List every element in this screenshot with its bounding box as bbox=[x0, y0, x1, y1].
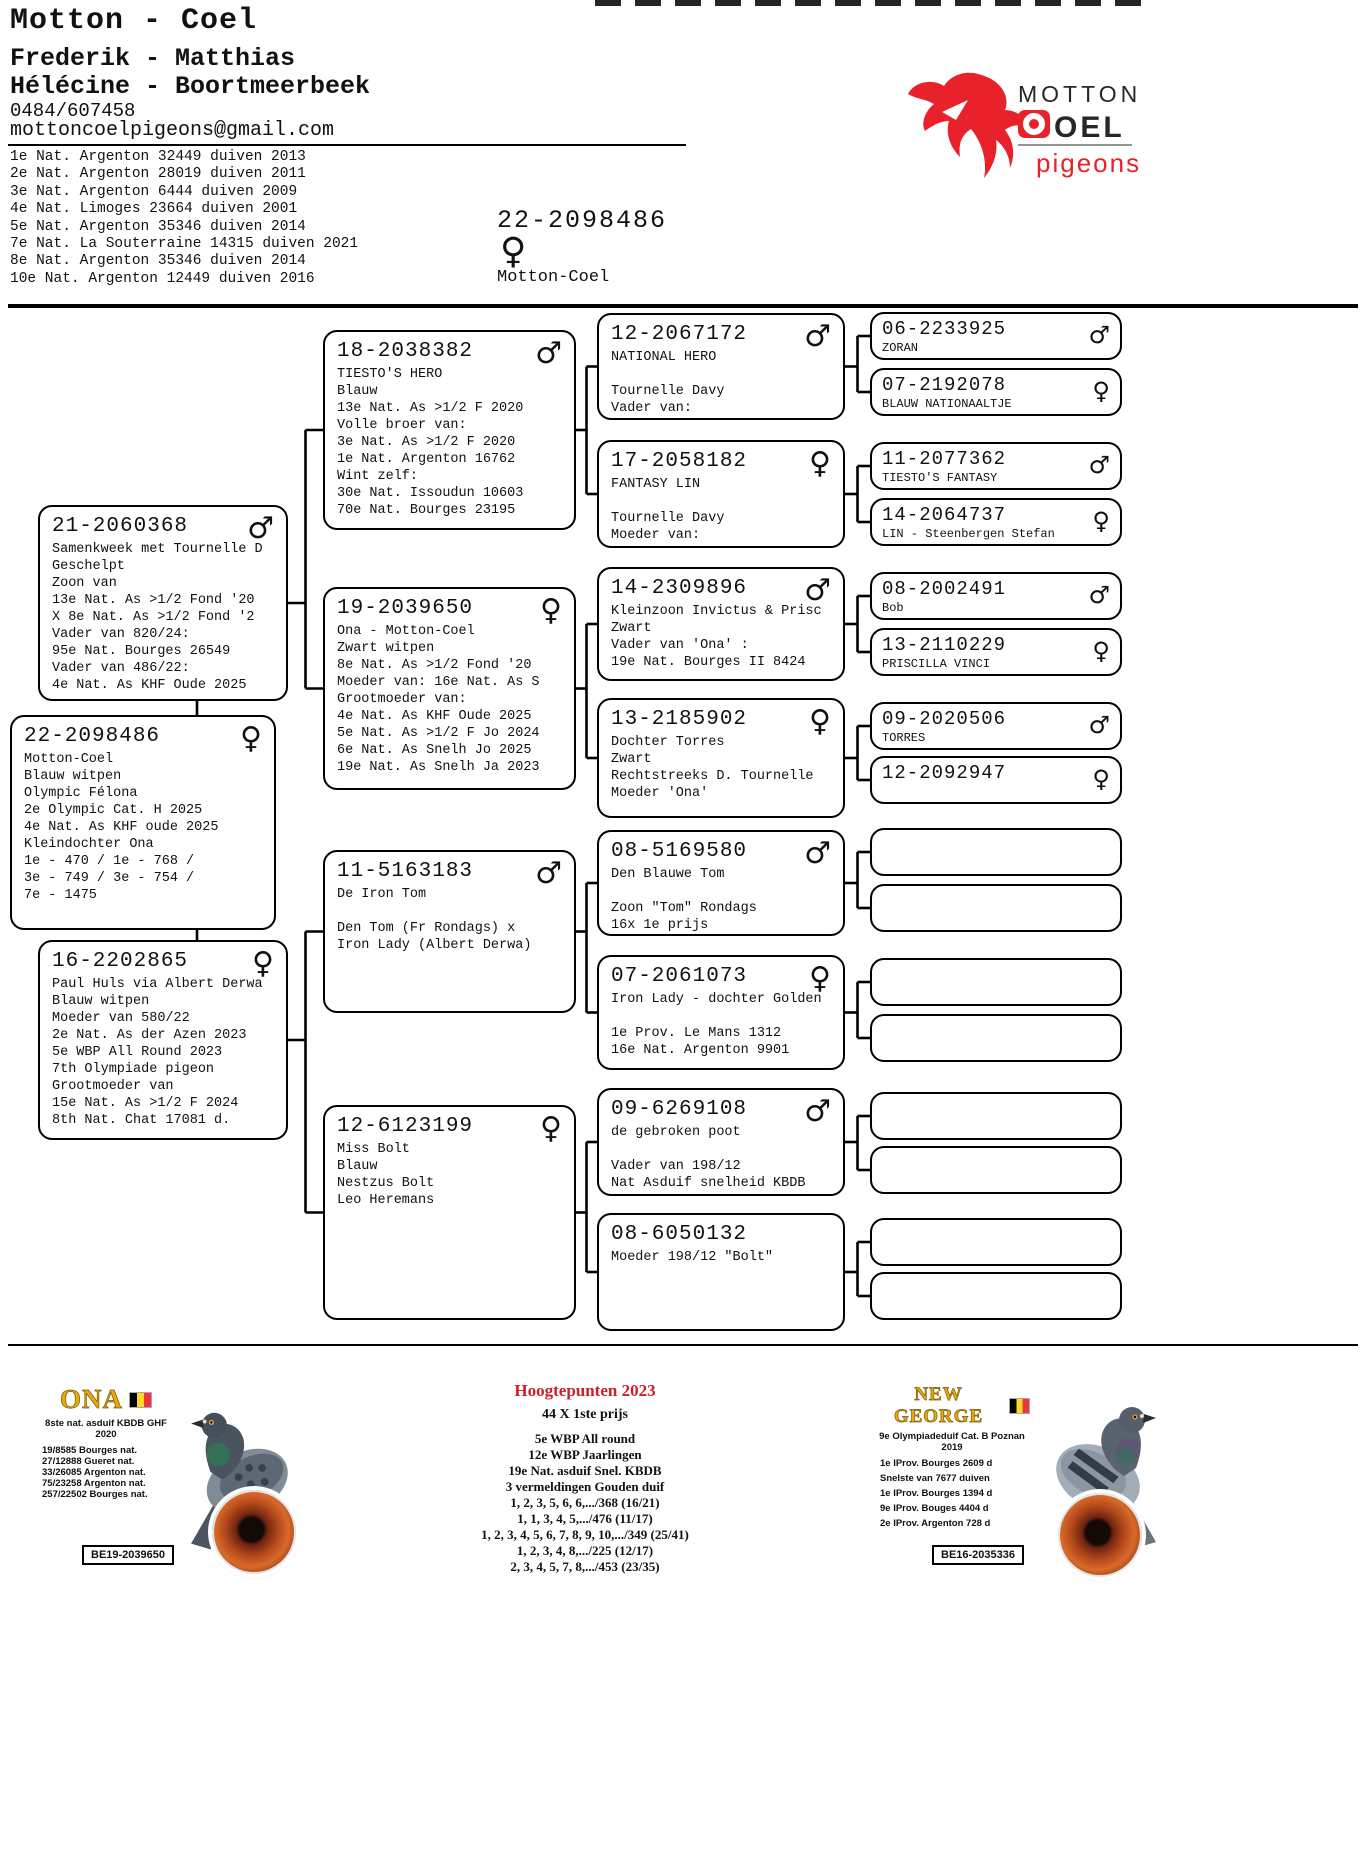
pedigree-text-line: 5e WBP All Round 2023 bbox=[52, 1045, 223, 1060]
pedigree-text-line: 16e Nat. Argenton 9901 bbox=[611, 1043, 790, 1058]
pedigree-box-13-2110229 bbox=[870, 628, 1122, 676]
pedigree-text-line: Paul Huls via Albert Derwa bbox=[52, 977, 263, 992]
ona-ring-label: BE19-2039650 bbox=[82, 1545, 174, 1565]
pedigree-box-12-2092947 bbox=[870, 756, 1122, 804]
ring-number: 19-2039650 bbox=[337, 597, 474, 620]
achievement-line: 10e Nat. Argenton 12449 duiven 2016 bbox=[10, 270, 315, 287]
pedigree-text-line: Rechtstreeks D. Tournelle bbox=[611, 769, 814, 784]
female-symbol: ♀ bbox=[1092, 377, 1110, 405]
result-line: 1e IProv. Bourges 1394 d bbox=[880, 1488, 993, 1499]
loft-title: Motton - Coel bbox=[10, 4, 258, 38]
pedigree-text-line: Tournelle Davy bbox=[611, 511, 725, 526]
male-symbol: ♂ bbox=[247, 511, 274, 546]
footer-separator-line bbox=[8, 1344, 1358, 1346]
pedigree-box-12-6123199 bbox=[323, 1105, 576, 1320]
pedigree-text-line: Ona - Motton-Coel bbox=[337, 624, 475, 639]
pedigree-text-line bbox=[611, 1141, 831, 1158]
pedigree-box-empty-2 bbox=[870, 884, 1122, 932]
pedigree-text-line: Grootmoeder van: bbox=[337, 692, 467, 707]
female-symbol: ♀ bbox=[1092, 765, 1110, 793]
male-symbol: ♂ bbox=[804, 319, 831, 354]
pedigree-box-09-6269108 bbox=[597, 1088, 845, 1196]
subject-ring-number: 22-2098486 bbox=[497, 206, 668, 235]
pedigree-box-22-2098486 bbox=[10, 715, 276, 930]
pedigree-text-line: Vader van: bbox=[611, 401, 693, 416]
result-line: 9e IProv. Bouges 4404 d bbox=[880, 1503, 989, 1514]
pedigree-box-19-2039650 bbox=[323, 587, 576, 790]
ring-number: 13-2185902 bbox=[611, 708, 748, 731]
highlight-line: 1, 2, 3, 5, 6, 6,.../368 (16/21) bbox=[510, 1495, 660, 1510]
loft-location: Hélécine - Boortmeerbeek bbox=[10, 72, 371, 101]
female-symbol: ♀ bbox=[1092, 507, 1110, 535]
pedigree-text-line: TIESTO'S FANTASY bbox=[882, 471, 998, 485]
ring-number: 21-2060368 bbox=[52, 515, 189, 538]
achievement-line: 7e Nat. La Souterraine 14315 duiven 2021 bbox=[10, 236, 359, 253]
pedigree-box-06-2233925 bbox=[870, 312, 1122, 360]
female-symbol: ♀ bbox=[540, 1111, 562, 1146]
pedigree-box-empty-7 bbox=[870, 1218, 1122, 1266]
highlight-line: 12e WBP Jaarlingen bbox=[528, 1447, 642, 1462]
pedigree-text-line: BLAUW NATIONAALTJE bbox=[882, 397, 1012, 411]
result-line: 33/26085 Argenton nat. bbox=[42, 1467, 146, 1478]
ring-number: 07-2061073 bbox=[611, 965, 748, 988]
male-symbol: ♂ bbox=[804, 1094, 831, 1129]
pigeon-name-ona: ONA bbox=[60, 1384, 123, 1414]
ring-number: 09-2020506 bbox=[882, 708, 1007, 730]
ring-number: 11-2077362 bbox=[882, 448, 1007, 470]
pedigree-text-line bbox=[611, 1008, 831, 1025]
pedigree-box-empty-8 bbox=[870, 1272, 1122, 1320]
pedigree-text-line: Vader van 'Ona' : bbox=[611, 638, 749, 653]
pedigree-text-line: TIESTO'S HERO bbox=[337, 367, 443, 382]
pedigree-text-line: Moeder van 580/22 bbox=[52, 1011, 190, 1026]
ring-number: 14-2064737 bbox=[882, 504, 1007, 526]
male-symbol: ♂ bbox=[535, 856, 562, 891]
ring-number: 18-2038382 bbox=[337, 340, 474, 363]
pedigree-text-line: NATIONAL HERO bbox=[611, 350, 717, 365]
pedigree-text-line: 4e Nat. As KHF Oude 2025 bbox=[337, 709, 532, 724]
pedigree-text-line: Vader van 820/24: bbox=[52, 627, 190, 642]
female-symbol: ♀ bbox=[540, 593, 562, 628]
pedigree-box-14-2064737 bbox=[870, 498, 1122, 546]
pedigree-text-line: Grootmoeder van bbox=[52, 1079, 174, 1094]
male-symbol: ♂ bbox=[804, 836, 831, 871]
pedigree-text-line: 2e Nat. As der Azen 2023 bbox=[52, 1028, 247, 1043]
pedigree-box-14-2309896 bbox=[597, 567, 845, 681]
pedigree-text-line bbox=[611, 493, 831, 510]
new-george-ring-label: BE16-2035336 bbox=[932, 1545, 1024, 1565]
pedigree-text-line: 70e Nat. Bourges 23195 bbox=[337, 503, 516, 518]
pedigree-box-11-5163183 bbox=[323, 850, 576, 1013]
pedigree-text-line bbox=[611, 366, 831, 383]
pedigree-text-line: Blauw bbox=[337, 384, 378, 399]
footer-new-george-block bbox=[874, 1384, 1030, 1533]
male-symbol: ♂ bbox=[535, 336, 562, 371]
result-line: 27/12888 Gueret nat. bbox=[42, 1456, 135, 1467]
pedigree-text-line: Volle broer van: bbox=[337, 418, 467, 433]
pedigree-text-line: LIN - Steenbergen Stefan bbox=[882, 527, 1055, 541]
achievement-line: 2e Nat. Argenton 28019 duiven 2011 bbox=[10, 166, 306, 183]
pedigree-text-line: Blauw bbox=[337, 1159, 378, 1174]
achievement-line: 8e Nat. Argenton 35346 duiven 2014 bbox=[10, 253, 306, 270]
pedigree-text-line: 6e Nat. As Snelh Jo 2025 bbox=[337, 743, 532, 758]
ring-number: 13-2110229 bbox=[882, 634, 1007, 656]
pedigree-text-line: de gebroken poot bbox=[611, 1125, 741, 1140]
result-line: 19/8585 Bourges nat. bbox=[42, 1445, 138, 1456]
pedigree-text-line: Dochter Torres bbox=[611, 735, 725, 750]
pedigree-box-empty-3 bbox=[870, 958, 1122, 1006]
pedigree-box-07-2192078 bbox=[870, 368, 1122, 416]
highlights-list bbox=[430, 1431, 740, 1575]
pedigree-text-line: 95e Nat. Bourges 26549 bbox=[52, 644, 231, 659]
pedigree-text-line: 3e Nat. As >1/2 F 2020 bbox=[337, 435, 516, 450]
pedigree-text-line: Bob bbox=[882, 601, 904, 615]
pedigree-text-line: 30e Nat. Issoudun 10603 bbox=[337, 486, 524, 501]
pedigree-text-line: PRISCILLA VINCI bbox=[882, 657, 991, 671]
result-line: 257/22502 Bourges nat. bbox=[42, 1489, 148, 1500]
pedigree-text-line: 2e Olympic Cat. H 2025 bbox=[24, 803, 203, 818]
subject-loft-name: Motton-Coel bbox=[497, 268, 610, 287]
belgium-flag-icon bbox=[129, 1392, 152, 1408]
pedigree-box-empty-4 bbox=[870, 1014, 1122, 1062]
achievement-line: 1e Nat. Argenton 32449 duiven 2013 bbox=[10, 149, 306, 165]
pedigree-text-line: Den Blauwe Tom bbox=[611, 867, 725, 882]
pedigree-text-line: Kleindochter Ona bbox=[24, 837, 154, 852]
pedigree-text-line: 7th Olympiade pigeon bbox=[52, 1062, 215, 1077]
ring-number: 08-2002491 bbox=[882, 578, 1007, 600]
pedigree-box-09-2020506 bbox=[870, 702, 1122, 750]
pedigree-box-empty-1 bbox=[870, 828, 1122, 876]
male-symbol: ♂ bbox=[1088, 711, 1110, 739]
pedigree-text-line: Moeder 'Ona' bbox=[611, 786, 709, 801]
pedigree-box-12-2067172 bbox=[597, 313, 845, 420]
female-symbol: ♀ bbox=[1092, 637, 1110, 665]
pedigree-text-line: Iron Lady (Albert Derwa) bbox=[337, 938, 532, 953]
pedigree-box-21-2060368 bbox=[38, 505, 288, 701]
female-symbol: ♀ bbox=[809, 961, 831, 996]
pedigree-text-line: 15e Nat. As >1/2 F 2024 bbox=[52, 1096, 239, 1111]
pedigree-text-line: 7e - 1475 bbox=[24, 888, 97, 903]
pedigree-text-line: Vader van 486/22: bbox=[52, 661, 190, 676]
email-address: mottoncoelpigeons@gmail.com bbox=[10, 119, 335, 142]
ring-number: 08-6050132 bbox=[611, 1223, 748, 1246]
ona-results-list bbox=[36, 1445, 176, 1500]
result-line: Snelste van 7677 duiven bbox=[880, 1473, 990, 1484]
highlights-title: Hoogtepunten 2023 bbox=[514, 1381, 656, 1400]
female-symbol: ♀ bbox=[809, 704, 831, 739]
pedigree-box-18-2038382 bbox=[323, 330, 576, 530]
ring-number: 09-6269108 bbox=[611, 1098, 748, 1121]
pedigree-text-line: Vader van 198/12 bbox=[611, 1159, 741, 1174]
pedigree-text-line: Geschelpt bbox=[52, 559, 125, 574]
header-divider bbox=[8, 144, 686, 146]
highlight-line: 5e WBP All round bbox=[534, 1431, 636, 1446]
ona-eye-photo bbox=[212, 1490, 296, 1574]
pedigree-text-line: Leo Heremans bbox=[337, 1193, 435, 1208]
ring-number: 14-2309896 bbox=[611, 577, 748, 600]
achievement-line: 5e Nat. Argenton 35346 duiven 2014 bbox=[10, 218, 306, 235]
pedigree-text-line: 4e Nat. As KHF oude 2025 bbox=[24, 820, 219, 835]
pedigree-text-line: Zoon van bbox=[52, 576, 117, 591]
pedigree-text-line: Kleinzoon Invictus & Prisc bbox=[611, 604, 822, 619]
pedigree-text-line: Olympic Félona bbox=[24, 786, 138, 801]
ring-number: 22-2098486 bbox=[24, 725, 161, 748]
pedigree-box-08-2002491 bbox=[870, 572, 1122, 620]
footer-ona-block bbox=[36, 1384, 176, 1500]
highlight-line: 1, 2, 3, 4, 8,.../225 (12/17) bbox=[516, 1543, 654, 1558]
highlight-line: 2, 3, 4, 5, 7, 8,.../453 (23/35) bbox=[510, 1559, 660, 1574]
pedigree-text-line: 16x 1e prijs bbox=[611, 918, 709, 933]
ring-number: 12-2092947 bbox=[882, 762, 1007, 784]
pedigree-text-line: Moeder 198/12 "Bolt" bbox=[611, 1250, 774, 1265]
logo-word-coel: OEL bbox=[1054, 111, 1125, 144]
owner-names: Frederik - Matthias bbox=[10, 44, 296, 73]
pedigree-text-line: Zwart bbox=[611, 752, 652, 767]
pedigree-text-line: 5e Nat. As >1/2 F Jo 2024 bbox=[337, 726, 540, 741]
ring-number: 06-2233925 bbox=[882, 318, 1007, 340]
ring-number: 12-2067172 bbox=[611, 323, 748, 346]
result-line: 2e IProv. Argenton 728 d bbox=[880, 1518, 991, 1529]
pedigree-box-13-2185902 bbox=[597, 698, 845, 818]
logo-pigeon-icon bbox=[900, 68, 1140, 186]
pedigree-text-line: Iron Lady - dochter Golden bbox=[611, 992, 822, 1007]
male-symbol: ♂ bbox=[1088, 321, 1110, 349]
pedigree-text-line: Samenkweek met Tournelle D bbox=[52, 542, 263, 557]
male-symbol: ♂ bbox=[1088, 581, 1110, 609]
pedigree-box-07-2061073 bbox=[597, 955, 845, 1070]
pedigree-text-line: 3e - 749 / 3e - 754 / bbox=[24, 871, 195, 886]
pedigree-text-line: 1e - 470 / 1e - 768 / bbox=[24, 854, 195, 869]
pedigree-text-line: Nestzus Bolt bbox=[337, 1176, 435, 1191]
pedigree-text-line: Nat Asduif snelheid KBDB bbox=[611, 1176, 806, 1191]
female-symbol: ♀ bbox=[240, 721, 262, 756]
pedigree-box-08-6050132 bbox=[597, 1213, 845, 1331]
highlights-block bbox=[430, 1381, 740, 1575]
new-george-subtitle: 9e Olympiadeduif Cat. B Poznan 2019 bbox=[879, 1431, 1025, 1453]
pigeon-name-new-george: NEW GEORGE bbox=[893, 1384, 984, 1427]
pedigree-text-line: FANTASY LIN bbox=[611, 477, 701, 492]
ring-number: 08-5169580 bbox=[611, 840, 748, 863]
phone-number: 0484/607458 bbox=[10, 100, 136, 122]
pedigree-text-line: 8th Nat. Chat 17081 d. bbox=[52, 1113, 231, 1128]
top-separator-line bbox=[8, 304, 1358, 308]
pedigree-text-line: TORRES bbox=[882, 731, 926, 745]
pedigree-text-line: Blauw witpen bbox=[24, 769, 122, 784]
pedigree-text-line: Wint zelf: bbox=[337, 469, 419, 484]
ring-number: 16-2202865 bbox=[52, 950, 189, 973]
loft-achievements-list bbox=[10, 149, 358, 288]
male-symbol: ♂ bbox=[1088, 451, 1110, 479]
result-line: 75/23258 Argenton nat. bbox=[42, 1478, 146, 1489]
ona-subtitle: 8ste nat. asduif KBDB GHF 2020 bbox=[45, 1418, 167, 1440]
pedigree-text-line: Zoon "Tom" Rondags bbox=[611, 901, 757, 916]
pedigree-text-line: Zwart bbox=[611, 621, 652, 636]
achievement-line: 4e Nat. Limoges 23664 duiven 2001 bbox=[10, 201, 298, 218]
motton-coel-logo bbox=[900, 68, 1140, 186]
pedigree-text-line: 13e Nat. As >1/2 F 2020 bbox=[337, 401, 524, 416]
pedigree-text-line: 1e Prov. Le Mans 1312 bbox=[611, 1026, 782, 1041]
pedigree-box-11-2077362 bbox=[870, 442, 1122, 490]
new-george-eye-photo bbox=[1058, 1493, 1142, 1577]
pedigree-box-08-5169580 bbox=[597, 830, 845, 936]
result-line: 1e IProv. Bourges 2609 d bbox=[880, 1458, 993, 1469]
highlights-subtitle: 44 X 1ste prijs bbox=[542, 1407, 628, 1422]
female-symbol: ♀ bbox=[809, 446, 831, 481]
pedigree-box-16-2202865 bbox=[38, 940, 288, 1140]
ring-number: 17-2058182 bbox=[611, 450, 748, 473]
female-symbol: ♀ bbox=[500, 231, 527, 272]
ring-number: 12-6123199 bbox=[337, 1115, 474, 1138]
ring-number: 11-5163183 bbox=[337, 860, 474, 883]
pedigree-text-line: 13e Nat. As >1/2 Fond '20 bbox=[52, 593, 255, 608]
pedigree-text-line: 19e Nat. Bourges II 8424 bbox=[611, 655, 806, 670]
pedigree-text-line: 4e Nat. As KHF Oude 2025 bbox=[52, 678, 247, 693]
pedigree-text-line: ZORAN bbox=[882, 341, 919, 355]
highlight-line: 3 vermeldingen Gouden duif bbox=[505, 1479, 665, 1494]
highlight-line: 1, 2, 3, 4, 5, 6, 7, 8, 9, 10,.../349 (25/41) bbox=[481, 1527, 689, 1542]
pedigree-text-line: Miss Bolt bbox=[337, 1142, 410, 1157]
pedigree-text-line: 19e Nat. As Snelh Ja 2023 bbox=[337, 760, 540, 775]
pedigree-text-line: Zwart witpen bbox=[337, 641, 435, 656]
pedigree-text-line: Motton-Coel bbox=[24, 752, 114, 767]
ring-number: 07-2192078 bbox=[882, 374, 1007, 396]
pedigree-text-line: 1e Nat. Argenton 16762 bbox=[337, 452, 516, 467]
pedigree-box-17-2058182 bbox=[597, 440, 845, 548]
highlight-line: 19e Nat. asduif Snel. KBDB bbox=[508, 1463, 662, 1478]
pedigree-text-line: Moeder van: 16e Nat. As S bbox=[337, 675, 540, 690]
female-symbol: ♀ bbox=[252, 946, 274, 981]
logo-word-pigeons: pigeons bbox=[1036, 148, 1140, 178]
achievement-line: 3e Nat. Argenton 6444 duiven 2009 bbox=[10, 183, 298, 200]
pedigree-text-line bbox=[611, 883, 831, 900]
pedigree-text-line: Blauw witpen bbox=[52, 994, 150, 1009]
pedigree-text-line bbox=[337, 903, 562, 920]
pedigree-text-line: Den Tom (Fr Rondags) x bbox=[337, 921, 516, 936]
pedigree-text-line: Moeder van: bbox=[611, 528, 701, 543]
pedigree-text-line: De Iron Tom bbox=[337, 887, 427, 902]
pedigree-box-empty-6 bbox=[870, 1146, 1122, 1194]
scan-artifact bbox=[595, 0, 1145, 6]
pedigree-text-line: X 8e Nat. As >1/2 Fond '2 bbox=[52, 610, 255, 625]
male-symbol: ♂ bbox=[804, 573, 831, 608]
pedigree-text-line: Tournelle Davy bbox=[611, 384, 725, 399]
pedigree-text-line: 8e Nat. As >1/2 Fond '20 bbox=[337, 658, 532, 673]
highlight-line: 1, 1, 3, 4, 5,.../476 (11/17) bbox=[517, 1511, 653, 1526]
pedigree-box-empty-5 bbox=[870, 1092, 1122, 1140]
new-george-results-list bbox=[874, 1458, 1030, 1529]
logo-word-motton: MOTTON bbox=[1018, 81, 1140, 107]
